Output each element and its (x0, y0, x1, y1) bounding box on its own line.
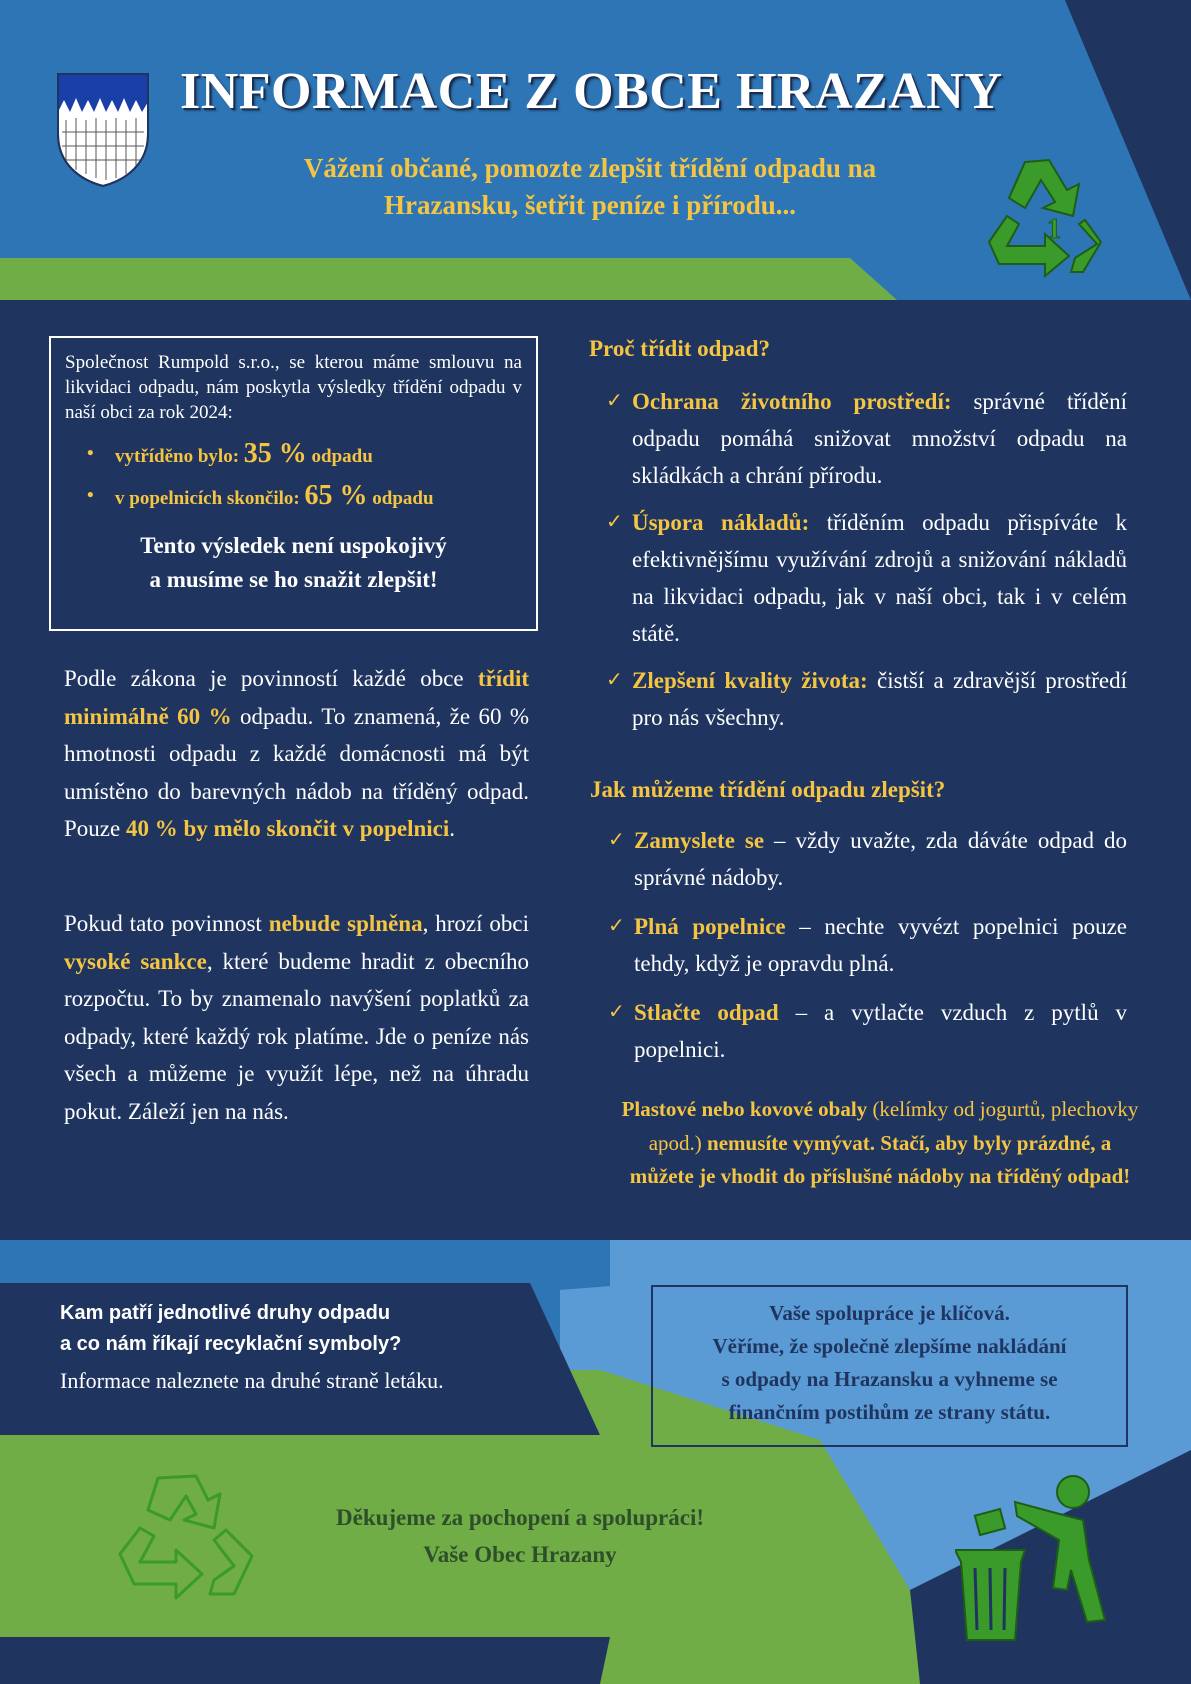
how-item-title: Zamyslete se (634, 828, 765, 853)
law-text-2: odpadu. To znamená, že 60 % hmotnosti odpadu z každé domácnosti má být umístěno do barevných nádob na tříděný odpad. Pouze (64, 703, 529, 841)
check-icon: ✓ (606, 390, 623, 412)
subtitle-line-2: Hrazansku, šetřit peníze i přírodu... (383, 190, 796, 220)
why-item (590, 662, 1127, 736)
how-item (592, 822, 1127, 896)
question-subtext: Informace naleznete na druhé straně letáku. (60, 1368, 444, 1393)
subtitle-line-1: Vážení občané, pomozte zlepšit třídění odpadu na (303, 153, 877, 183)
cooperation-line: s odpady na Hrazansku a vyhneme se (721, 1367, 1058, 1391)
why-item-text: čistší a zdravější prostředí pro nás všechny. (632, 668, 1127, 730)
results-bins-label: v popelnicích skončilo: (115, 488, 300, 509)
law-highlight-bin: 40 % by mělo skončit v popelnici (125, 816, 450, 841)
law-text-3: . (449, 816, 456, 841)
why-item-text: správné třídění odpadu pomáhá snižovat množství odpadu na skládkách a chrání přírodu. (632, 389, 1127, 488)
results-sorted-value: 35 % (243, 438, 307, 469)
how-list (592, 822, 1127, 1068)
why-item-text: tříděním odpadu přispíváte k efektivnějšímu využívání zdrojů a snižování nákladů na likvidaci odpadu, jak v naší obci, tak i v celém státě. (632, 510, 1127, 646)
packaging-note (620, 1093, 1140, 1194)
page-title: INFORMACE Z OBCE HRAZANY (180, 63, 1003, 120)
cooperation-line: Věříme, že společně zlepšíme nakládání (712, 1334, 1067, 1358)
sanction-text-1: Pokud tato povinnost (64, 911, 269, 936)
results-item-bins (115, 477, 522, 519)
cooperation-line: finančním postihům ze strany státu. (728, 1400, 1051, 1424)
why-list (590, 383, 1127, 736)
how-item-title: Stlačte odpad (634, 1000, 779, 1025)
sanction-highlight-unfulfilled: nebude splněna (268, 911, 423, 936)
law-text-1: Podle zákona je povinností každé obce (64, 666, 478, 691)
how-item-title: Plná popelnice (634, 914, 786, 939)
results-bins-value: 65 % (304, 480, 368, 511)
how-item (592, 908, 1127, 982)
law-paragraph (64, 660, 529, 848)
results-item-sorted (115, 435, 522, 477)
question-line-2: a co nám říkají recyklační symboly? (60, 1333, 402, 1355)
coat-of-arms-icon (56, 72, 150, 188)
how-item-text: – a vytlačte vzduch z pytlů v popelnici. (634, 1000, 1127, 1062)
how-heading: Jak můžeme třídění odpadu zlepšit? (590, 777, 946, 802)
page-subtitle (220, 150, 960, 224)
question-line-1: Kam patří jednotlivé druhy odpadu (60, 1302, 391, 1324)
results-list (65, 435, 522, 519)
why-item (590, 383, 1127, 494)
why-heading: Proč třídit odpad? (589, 336, 771, 361)
note-regular: (kelímky od jogurtů, plechovky apod.) (648, 1097, 1139, 1155)
results-sorted-label: vytříděno bylo: (115, 446, 240, 467)
check-icon: ✓ (608, 1001, 625, 1023)
footer-question (60, 1298, 540, 1394)
check-icon: ✓ (606, 669, 623, 691)
results-conclusion (65, 529, 522, 597)
recycle-badge-number: 1 (1047, 214, 1061, 245)
note-bold-1: Plastové nebo kovové obaly (621, 1097, 868, 1121)
note-bold-2: nemusíte vymývat. Stačí, aby byly prázdné, a můžete je vhodit do příslušné nádoby na tříděný odpad! (629, 1130, 1131, 1188)
sanction-highlight-penalties: vysoké sankce (64, 948, 207, 974)
thanks-message (250, 1499, 790, 1573)
conclusion-line-1: Tento výsledek není uspokojivý (140, 533, 447, 558)
results-intro: Společnost Rumpold s.r.o., se kterou máme smlouvu na likvidaci odpadu, nám poskytla výsledky třídění odpadu v naší obci za rok 2024: (65, 352, 522, 423)
conclusion-line-2: a musíme se ho snažit zlepšit! (149, 567, 438, 592)
law-highlight-min: třídit minimálně 60 % (64, 666, 529, 729)
check-icon: ✓ (606, 511, 623, 533)
thanks-line-1: Děkujeme za pochopení a spolupráci! (336, 1505, 704, 1530)
how-item (592, 994, 1127, 1068)
how-item-text: – vždy uvažte, zda dáváte odpad do správné nádoby. (634, 828, 1127, 890)
why-item-title: Úspora nákladů: (632, 510, 810, 535)
person-throwing-trash-icon (955, 1470, 1145, 1645)
results-sorted-suffix: odpadu (311, 446, 373, 467)
why-item (590, 504, 1127, 652)
results-box (49, 336, 538, 631)
sanction-paragraph (64, 905, 529, 1130)
cooperation-box (651, 1285, 1128, 1447)
why-item-title: Zlepšení kvality života: (632, 668, 868, 693)
sanction-text-2: , hrozí obci (422, 911, 530, 936)
check-icon: ✓ (608, 915, 625, 937)
recycle-1-icon (975, 150, 1120, 282)
recycle-arrows-icon (110, 1470, 260, 1610)
thanks-line-2: Vaše Obec Hrazany (423, 1542, 617, 1567)
how-item-text: – nechte vyvézt popelnici pouze tehdy, když je opravdu plná. (634, 914, 1127, 976)
results-bins-suffix: odpadu (372, 488, 434, 509)
why-item-title: Ochrana životního prostředí: (632, 389, 952, 414)
check-icon: ✓ (608, 829, 625, 851)
cooperation-line: Vaše spolupráce je klíčová. (769, 1301, 1010, 1325)
sanction-text-3: , které budeme hradit z obecního rozpočtu. To by znamenalo navýšení poplatků za odpady, které každý rok platíme. Jde o peníze nás všech a můžeme je využít lépe, než na úhradu pokut. Záleží jen na nás. (64, 948, 530, 1124)
